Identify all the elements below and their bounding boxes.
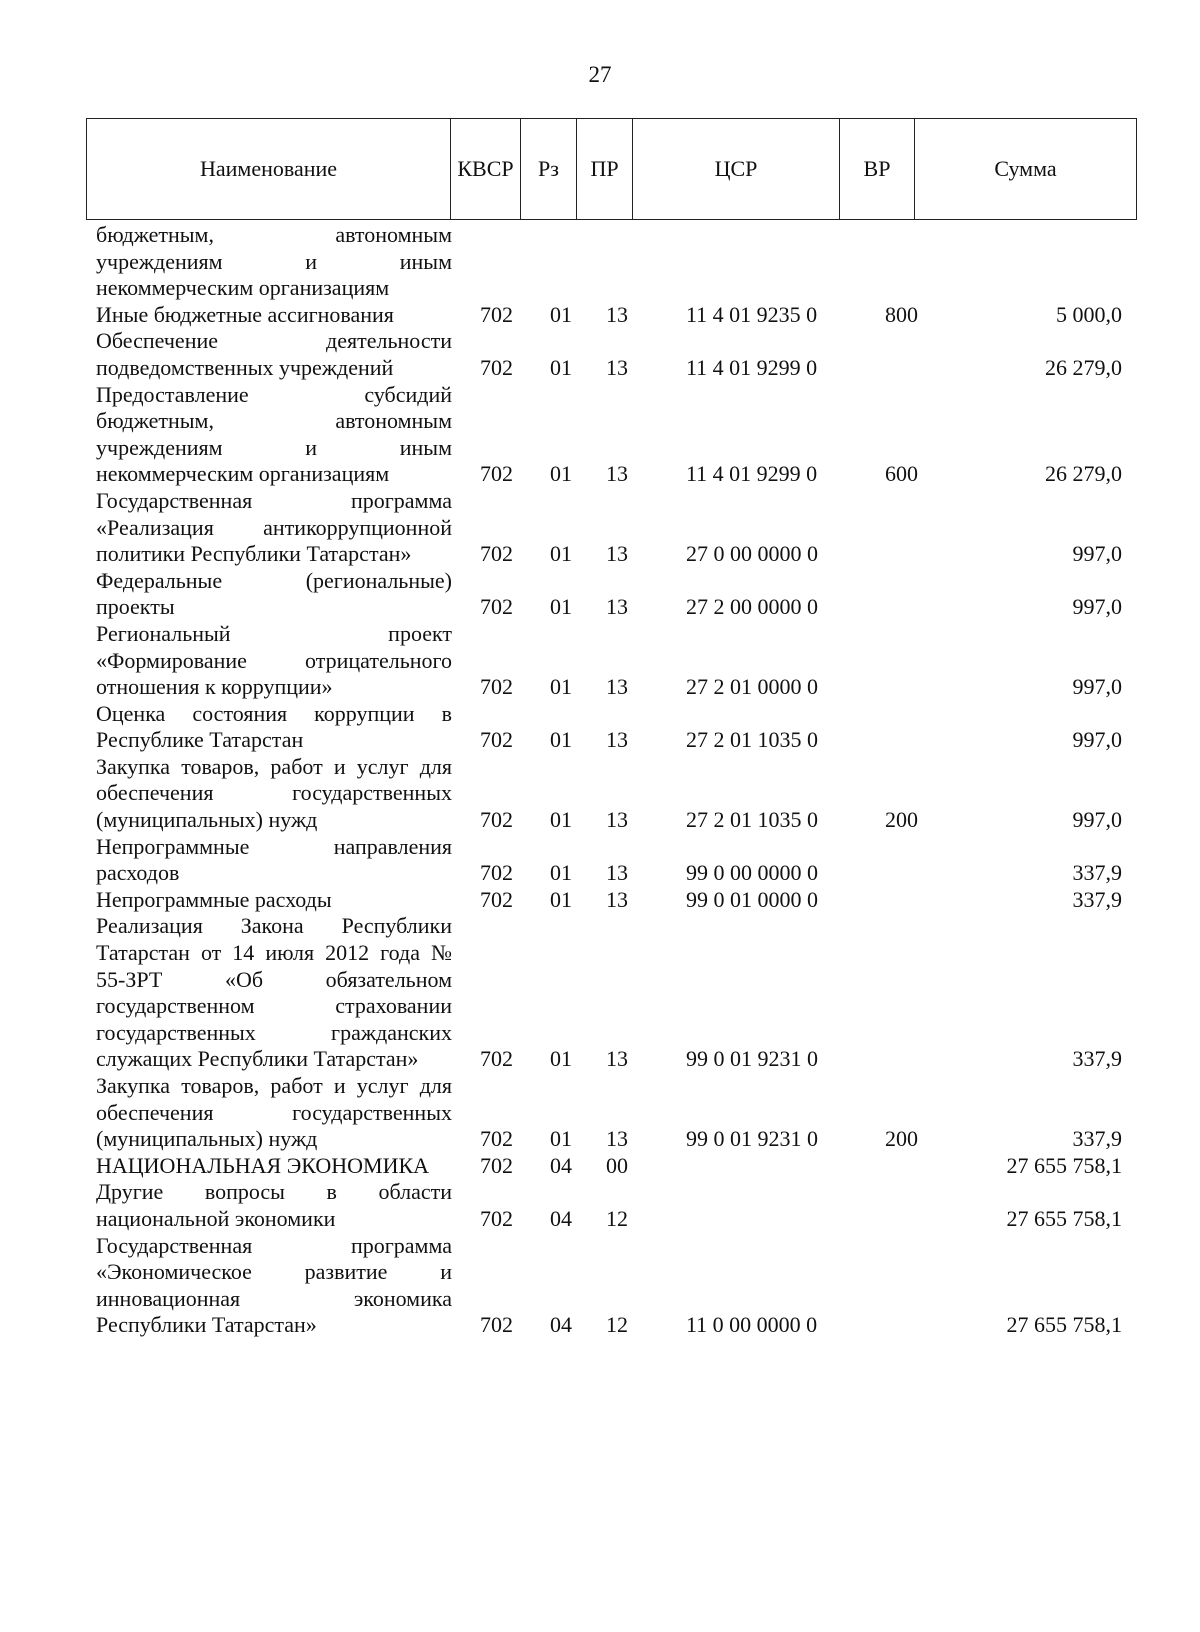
row-sum: 997,0: [1072, 727, 1122, 753]
row-pr: 13: [606, 727, 628, 753]
table-row: [0, 834, 1200, 887]
row-rz: 01: [550, 1046, 572, 1072]
row-sum: 26 279,0: [1045, 354, 1122, 380]
row-kvsr: 702: [480, 594, 513, 620]
row-name: Иные бюджетные ассигнования: [96, 301, 394, 327]
row-kvsr: 702: [480, 1312, 513, 1338]
row-name: Непрограммные расходы: [96, 886, 332, 912]
row-vr: 600: [885, 461, 918, 487]
row-vr: 200: [885, 807, 918, 833]
row-vr: 800: [885, 301, 918, 327]
row-name: Федеральные (региональные) проекты: [96, 567, 452, 620]
header-rz: Рз: [521, 119, 577, 220]
row-sum: 27 655 758,1: [1006, 1312, 1122, 1338]
header-kvsr: КВСР: [451, 119, 521, 220]
row-name: Региональный проект «Формирование отрицательного отношения к коррупции»: [96, 620, 452, 700]
row-csr: 11 0 00 0000 0: [686, 1312, 818, 1338]
row-csr: 27 0 00 0000 0: [686, 541, 818, 567]
row-rz: 04: [550, 1312, 572, 1338]
table-row: [0, 222, 1200, 302]
row-pr: 13: [606, 860, 628, 886]
table-row: [0, 701, 1200, 754]
row-name: Непрограммные направления расходов: [96, 833, 452, 886]
row-rz: 01: [550, 674, 572, 700]
row-csr: 99 0 01 9231 0: [686, 1046, 818, 1072]
row-name: Реализация Закона Республики Татарстан от 14 июля 2012 года № 55-ЗРТ «Об обязательном государственном страховании государственных гражданских служащих Республики Татарстан»: [96, 913, 452, 1072]
row-sum: 27 655 758,1: [1006, 1205, 1122, 1231]
row-rz: 01: [550, 541, 572, 567]
row-sum: 997,0: [1072, 541, 1122, 567]
row-pr: 12: [606, 1312, 628, 1338]
row-rz: 01: [550, 1126, 572, 1152]
row-kvsr: 702: [480, 807, 513, 833]
table-body: [0, 222, 1200, 1339]
row-kvsr: 702: [480, 1205, 513, 1231]
header-csr: ЦСР: [633, 119, 840, 220]
table-row: [0, 488, 1200, 568]
row-kvsr: 702: [480, 727, 513, 753]
row-pr: 13: [606, 354, 628, 380]
row-name: Предоставление субсидий бюджетным, автономным учреждениям и иным некоммерческим организациям: [96, 381, 452, 487]
row-rz: 01: [550, 886, 572, 912]
row-name: Государственная программа «Экономическое развитие и инновационная экономика Республики Татарстан»: [96, 1232, 452, 1338]
row-name: Обеспечение деятельности подведомственных учреждений: [96, 328, 452, 380]
table-row: [0, 887, 1200, 914]
row-rz: 01: [550, 461, 572, 487]
row-rz: 01: [550, 807, 572, 833]
row-csr: 99 0 01 0000 0: [686, 886, 818, 912]
row-name: Государственная программа «Реализация антикоррупционной политики Республики Татарстан»: [96, 487, 452, 567]
row-name: бюджетным, автономным учреждениям и иным некоммерческим организациям: [96, 222, 452, 301]
row-pr: 13: [606, 886, 628, 912]
row-rz: 01: [550, 354, 572, 380]
table-row: [0, 328, 1200, 381]
row-rz: 01: [550, 594, 572, 620]
row-csr: 27 2 01 1035 0: [686, 727, 818, 753]
table-header: [86, 118, 1137, 220]
row-sum: 5 000,0: [1056, 301, 1122, 327]
table-row: [0, 302, 1200, 329]
table-row: [0, 754, 1200, 834]
row-name: НАЦИОНАЛЬНАЯ ЭКОНОМИКА: [96, 1152, 430, 1178]
row-sum: 337,9: [1072, 886, 1122, 912]
row-kvsr: 702: [480, 1152, 513, 1178]
row-kvsr: 702: [480, 1126, 513, 1152]
table-row: [0, 1233, 1200, 1339]
row-sum: 337,9: [1072, 1046, 1122, 1072]
row-csr: 27 2 00 0000 0: [686, 594, 818, 620]
row-kvsr: 702: [480, 461, 513, 487]
header-sum: Сумма: [915, 119, 1137, 220]
row-pr: 13: [606, 1126, 628, 1152]
row-kvsr: 702: [480, 301, 513, 327]
table-row: [0, 913, 1200, 1073]
row-pr: 13: [606, 674, 628, 700]
row-sum: 27 655 758,1: [1006, 1152, 1122, 1178]
row-rz: 01: [550, 860, 572, 886]
table-row: [0, 1073, 1200, 1153]
row-csr: 11 4 01 9235 0: [686, 301, 818, 327]
row-kvsr: 702: [480, 541, 513, 567]
row-name: Другие вопросы в области национальной экономики: [96, 1179, 452, 1231]
row-rz: 04: [550, 1205, 572, 1231]
row-pr: 13: [606, 301, 628, 327]
row-kvsr: 702: [480, 860, 513, 886]
row-csr: 99 0 01 9231 0: [686, 1126, 818, 1152]
table-row: [0, 1153, 1200, 1180]
table-row: [0, 382, 1200, 488]
row-csr: 27 2 01 0000 0: [686, 674, 818, 700]
row-pr: 13: [606, 807, 628, 833]
row-sum: 337,9: [1072, 1126, 1122, 1152]
header-name: Наименование: [87, 119, 451, 220]
row-pr: 13: [606, 541, 628, 567]
header-vr: ВР: [840, 119, 915, 220]
row-sum: 26 279,0: [1045, 461, 1122, 487]
row-pr: 13: [606, 1046, 628, 1072]
row-kvsr: 702: [480, 674, 513, 700]
row-name: Закупка товаров, работ и услуг для обеспечения государственных (муниципальных) нужд: [96, 753, 452, 833]
page-number: 27: [588, 62, 612, 87]
row-csr: 99 0 00 0000 0: [686, 860, 818, 886]
row-csr: 11 4 01 9299 0: [686, 461, 818, 487]
row-sum: 337,9: [1072, 860, 1122, 886]
row-pr: 00: [606, 1152, 628, 1178]
row-name: Закупка товаров, работ и услуг для обеспечения государственных (муниципальных) нужд: [96, 1073, 452, 1152]
table-row: [0, 568, 1200, 621]
row-pr: 12: [606, 1205, 628, 1231]
row-kvsr: 702: [480, 1046, 513, 1072]
row-sum: 997,0: [1072, 674, 1122, 700]
row-rz: 01: [550, 301, 572, 327]
row-sum: 997,0: [1072, 807, 1122, 833]
row-rz: 01: [550, 727, 572, 753]
table-row: [0, 621, 1200, 701]
row-csr: 27 2 01 1035 0: [686, 807, 818, 833]
row-pr: 13: [606, 594, 628, 620]
table-row: [0, 1179, 1200, 1232]
row-csr: 11 4 01 9299 0: [686, 354, 818, 380]
row-pr: 13: [606, 461, 628, 487]
header-pr: ПР: [577, 119, 633, 220]
row-kvsr: 702: [480, 886, 513, 912]
row-kvsr: 702: [480, 354, 513, 380]
row-vr: 200: [885, 1126, 918, 1152]
row-name: Оценка состояния коррупции в Республике Татарстан: [96, 700, 452, 753]
row-sum: 997,0: [1072, 594, 1122, 620]
row-rz: 04: [550, 1152, 572, 1178]
